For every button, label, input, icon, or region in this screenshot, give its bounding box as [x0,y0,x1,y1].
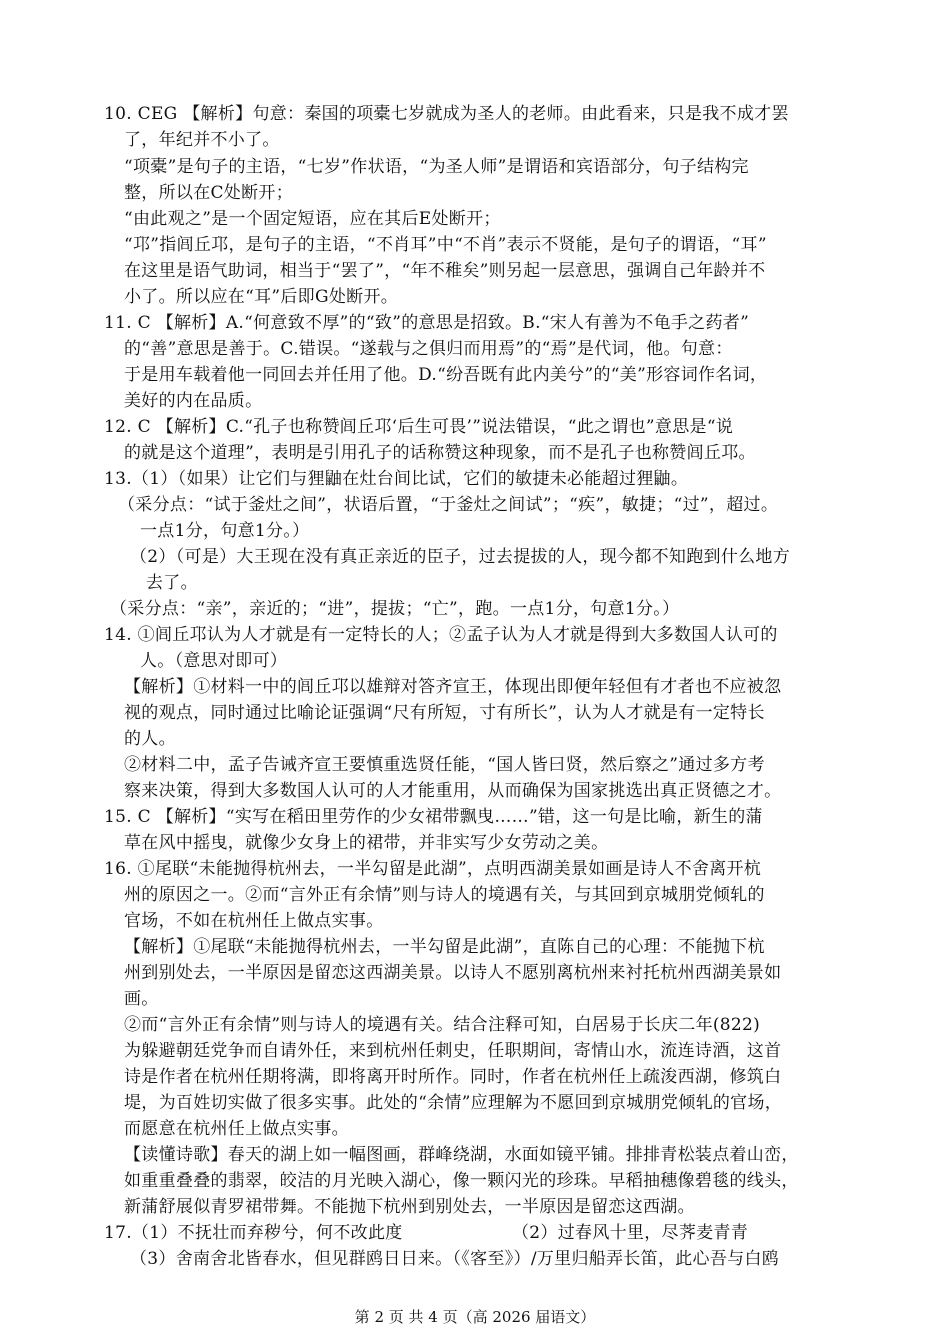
text-line: 在这里是语气助词，相当于“罢了”，“年不稚矣”则另起一层意思，强调自己年龄并不 [124,261,766,281]
text-line: 堤，为百姓切实做了很多实事。此处的“余情”应理解为不愿回到京城朋党倾轧的官场， [124,1093,783,1113]
text-line: 14. ①闾丘邛认为人才就是有一定特长的人；②孟子认为人才就是得到大多数国人认可的 [104,625,778,645]
text-line: 新蒲舒展似青罗裙带舞。不能抛下杭州到别处去，一半原因是留恋这西湖。 [124,1197,695,1217]
text-line: 去了。 [146,573,198,593]
text-line: 人。（意思对即可） [140,651,288,671]
text-line: 小了。所以应在“耳”后即G处断开。 [124,287,399,307]
text-line: 草在风中摇曳，就像少女身上的裙带，并非实写少女劳动之美。 [124,833,609,853]
text-line: 12. C 【解析】C.“孔子也称赞闾丘邛‘后生可畏’”说法错误，“此之谓也”意思是“说 [104,417,734,437]
text-line: 诗是作者在杭州任期将满，即将离开时所作。同时，作者在杭州任上疏浚西湖，修筑白 [124,1067,782,1087]
text-line: 一点1分，句意1分。） [140,521,310,541]
text-line: 17.（1）不抚壮而弃秽兮，何不改此度 [104,1223,403,1243]
text-line: （采分点：“试于釜灶之间”，状语后置，“于釜灶之间试”；“疾”，敏捷；“过”，超过。 [118,495,779,515]
text-line: 10. CEG 【解析】句意：秦国的项橐七岁就成为圣人的老师。由此看来，只是我不成才罢 [104,104,789,124]
text-line: 13.（1）（如果）让它们与狸鼬在灶台间比试，它们的敏捷未必能超过狸鼬。 [104,469,689,489]
text-line: 官场，不如在杭州任上做点实事。 [124,911,384,931]
text-line: “邛”指闾丘邛，是句子的主语，“不肖耳”中“不肖”表示不贤能，是句子的谓语，“耳” [124,235,767,255]
text-line: “由此观之”是一个固定短语，应在其后E处断开； [124,209,501,229]
text-line: 了，年纪并不小了。 [124,130,280,150]
text-line: 于是用车载着他一同回去并任用了他。D.“纷吾既有此内美兮”的“美”形容词作名词， [124,365,768,385]
text-line: 【解析】①尾联“未能抛得杭州去，一半勾留是此湖”，直陈自己的心理：不能抛下杭 [124,937,765,957]
text-line: ②而“言外正有余情”则与诗人的境遇有关。结合注释可知，白居易于长庆二年(822) [124,1015,761,1035]
text-line: （2）（可是）大王现在没有真正亲近的臣子，过去提拔的人，现今都不知跑到什么地方 [130,547,791,567]
text-line: 察来决策，得到大多数国人认可的人才能重用，从而确保为国家挑选出真正贤德之才。 [124,781,782,801]
text-line: 视的观点，同时通过比喻论证强调“尺有所短，寸有所长”，认为人才就是有一定特长 [124,703,765,723]
text-line: 15. C 【解析】“实写在稻田里劳作的少女裙带飘曳……”错，这一句是比喻，新生的蒲 [104,807,763,827]
page-footer: 第 2 页 共 4 页（高 2026 届语文） [354,1308,596,1326]
text-line: 画。 [124,989,159,1009]
text-line: 16. ①尾联“未能抛得杭州去，一半勾留是此湖”，点明西湖美景如画是诗人不舍离开杭 [104,859,762,879]
text-line: 【读懂诗歌】春天的湖上如一幅图画，群峰绕湖，水面如镜平铺。排排青松装点着山峦， [124,1145,799,1165]
text-line: 如重重叠叠的翡翠，皎洁的月光映入湖心，像一颗闪光的珍珠。早稻抽穗像碧毯的线头， [124,1171,799,1191]
text-line: （采分点：“亲”，亲近的；“进”，提拔；“亡”，跑。一点1分，句意1分。） [110,599,680,619]
text-line: 整，所以在C处断开； [124,183,294,203]
text-line: 的人。 [124,729,176,749]
text-line: 11. C 【解析】A.“何意致不厚”的“致”的意思是招致。B.“宋人有善为不龟手之药者” [104,313,750,333]
text-line: 为躲避朝廷党争而自请外任，来到杭州任刺史，任职期间，寄情山水，流连诗酒，这首 [124,1041,782,1061]
text-line: 的“善”意思是善于。C.错误。“遂载与之俱归而用焉”的“焉”是代词，他。句意： [124,339,733,359]
text-line: 美好的内在品质。 [124,391,263,411]
text-line: （3）舍南舍北皆春水，但见群鸥日日来。（《客至》）/万里归船弄长笛，此心吾与白鸥 [130,1249,780,1269]
text-line: 州到别处去，一半原因是留恋这西湖美景。以诗人不愿别离杭州来衬托杭州西湖美景如 [124,963,782,983]
text-line: 而愿意在杭州任上做点实事。 [124,1119,349,1139]
text-line: （2）过春风十里，尽荠麦青青 [512,1223,749,1243]
text-line: 的就是这个道理”，表明是引用孔子的话称赞这种现象，而不是孔子也称赞闾丘邛。 [124,443,756,463]
text-line: “项橐”是句子的主语，“七岁”作状语，“为圣人师”是谓语和宾语部分，句子结构完 [124,157,749,177]
text-line: ②材料二中，孟子告诫齐宣王要慎重选贤任能，“国人皆曰贤，然后察之”通过多方考 [124,755,765,775]
text-line: 州的原因之一。②而“言外正有余情”则与诗人的境遇有关，与其回到京城朋党倾轧的 [124,885,765,905]
text-line: 【解析】①材料一中的闾丘邛以雄辩对答齐宣王，体现出即便年轻但有才者也不应被忽 [124,677,782,697]
